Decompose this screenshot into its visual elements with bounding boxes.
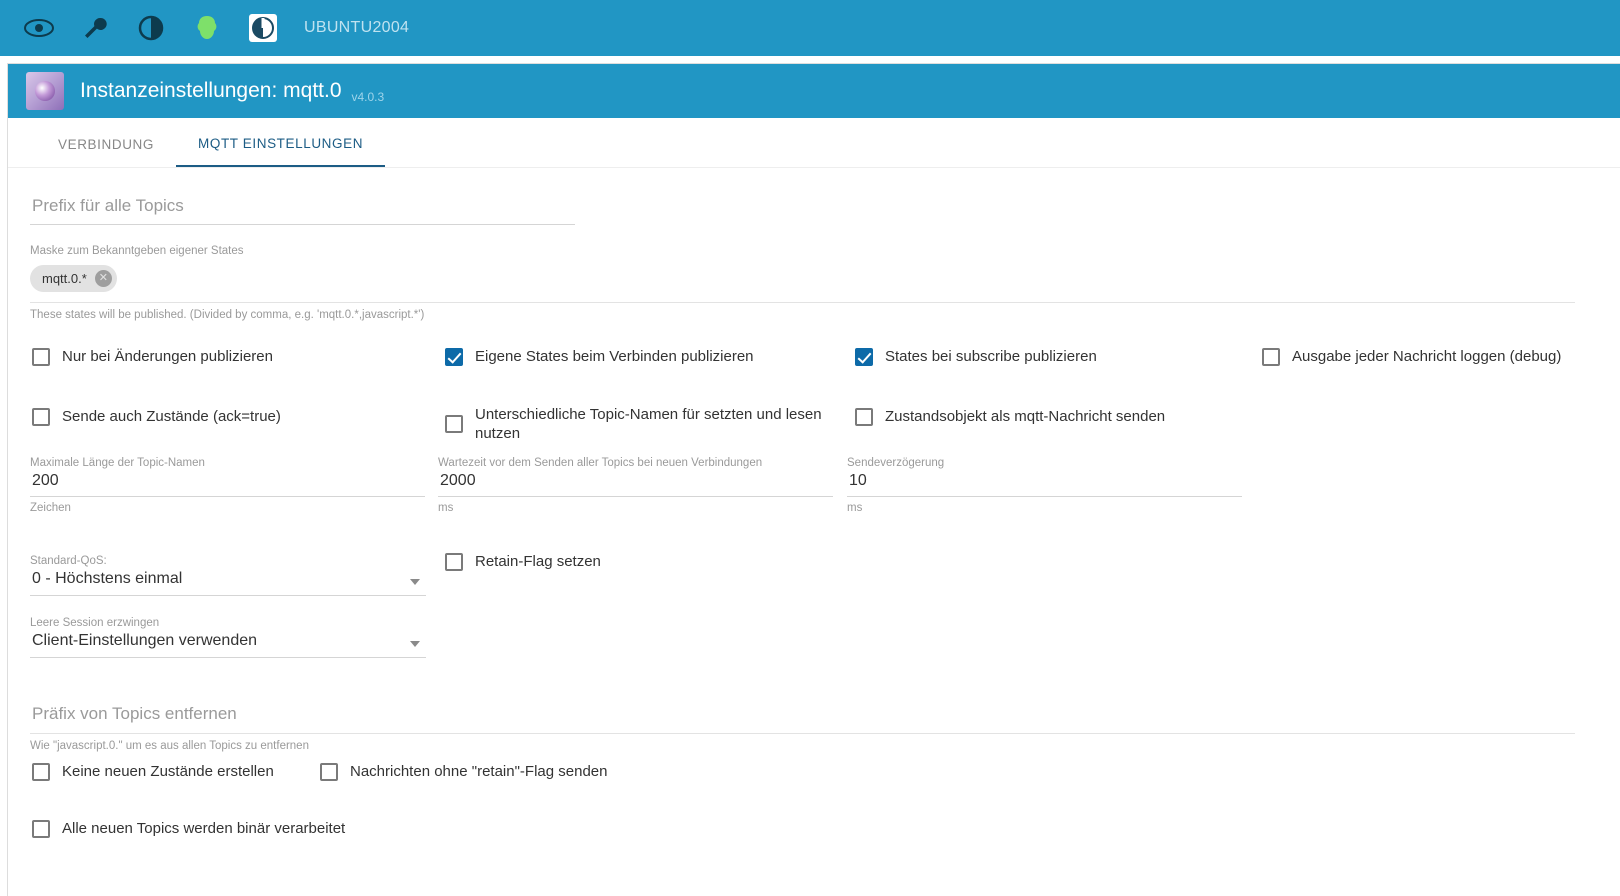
checkbox-label: Retain-Flag setzen	[475, 553, 601, 570]
tab-bar	[8, 122, 1620, 168]
checkbox-label: Keine neuen Zustände erstellen	[62, 763, 274, 780]
checkbox-label: Eigene States beim Verbinden publizieren	[475, 348, 754, 365]
field-label: Maximale Länge der Topic-Namen	[30, 457, 205, 469]
checkbox-box[interactable]	[32, 820, 50, 838]
eye-icon[interactable]	[22, 11, 56, 45]
select-value: Client-Einstellungen verwenden	[32, 632, 258, 649]
mask-chip-row	[30, 257, 1575, 303]
checkbox-binary-topics[interactable]	[32, 819, 452, 838]
default-qos-select[interactable]	[30, 567, 426, 596]
checkbox-publish-states-on-subscribe[interactable]	[855, 347, 1235, 366]
chevron-down-icon[interactable]	[410, 641, 420, 647]
checkbox-publish-on-change[interactable]	[32, 347, 412, 366]
remove-prefix-helper: Wie "javascript.0." um es aus allen Topics zu entfernen	[30, 740, 309, 752]
field-wait-before-send	[438, 457, 833, 514]
field-label: Standard-QoS:	[30, 555, 107, 567]
field-force-clean-session	[30, 617, 426, 658]
checkbox-box[interactable]	[32, 348, 50, 366]
field-remove-prefix	[30, 702, 1575, 752]
send-delay-input[interactable]	[847, 470, 1242, 497]
app-logo-icon	[26, 72, 64, 110]
force-clean-session-select[interactable]	[30, 629, 426, 658]
checkbox-label: Alle neuen Topics werden binär verarbeitet	[62, 820, 346, 837]
max-topic-length-input[interactable]	[30, 470, 425, 497]
checkbox-send-state-object[interactable]	[855, 407, 1235, 426]
checkbox-box[interactable]	[320, 763, 338, 781]
field-label: Leere Session erzwingen	[30, 617, 160, 629]
select-value: 0 - Höchstens einmal	[32, 570, 183, 587]
mask-chip[interactable]	[30, 265, 117, 292]
tab-verbindung[interactable]: VERBINDUNG	[58, 137, 155, 152]
brain-icon[interactable]	[190, 11, 224, 45]
window-header	[8, 64, 1620, 118]
checkbox-label: States bei subscribe publizieren	[885, 348, 1097, 365]
mask-label: Maske zum Bekanntgeben eigener States	[30, 245, 244, 257]
checkbox-label: Unterschiedliche Topic-Namen für setzten und lesen nutzen	[475, 406, 822, 442]
chevron-down-icon[interactable]	[410, 579, 420, 585]
settings-content	[8, 168, 1620, 896]
field-unit: ms	[847, 502, 863, 514]
mask-helper-text: These states will be published. (Divided by comma, e.g. 'mqtt.0.*,javascript.*')	[30, 309, 425, 321]
checkbox-log-every-message[interactable]	[1262, 347, 1602, 366]
checkbox-box[interactable]	[445, 415, 463, 433]
remove-prefix-input[interactable]	[30, 702, 1575, 734]
field-label: Wartezeit vor dem Senden aller Topics bei neuen Verbindungen	[438, 457, 763, 469]
checkbox-box[interactable]	[855, 408, 873, 426]
checkbox-send-ack-states[interactable]	[32, 407, 412, 426]
checkbox-send-without-retain[interactable]	[320, 762, 680, 781]
field-send-delay	[847, 457, 1242, 514]
instance-settings-window	[8, 64, 1620, 896]
field-default-qos	[30, 555, 426, 596]
prefix-input[interactable]	[30, 194, 575, 225]
checkbox-box[interactable]	[32, 408, 50, 426]
system-title: UBUNTU2004	[304, 19, 410, 36]
checkbox-label: Nachrichten ohne "retain"-Flag senden	[350, 763, 608, 780]
wait-before-send-input[interactable]	[438, 470, 833, 497]
version-label: v4.0.3	[351, 90, 385, 104]
checkbox-box[interactable]	[32, 763, 50, 781]
field-unit: Zeichen	[30, 502, 71, 514]
field-max-topic-length	[30, 457, 425, 514]
system-topbar	[0, 0, 1620, 56]
checkbox-label: Nur bei Änderungen publizieren	[62, 348, 273, 365]
checkbox-set-retain-flag[interactable]	[445, 552, 825, 571]
checkbox-box[interactable]	[855, 348, 873, 366]
close-icon[interactable]: ✕	[95, 270, 112, 287]
wrench-icon[interactable]	[78, 11, 112, 45]
checkbox-box[interactable]	[1262, 348, 1280, 366]
checkbox-publish-own-states-on-connect[interactable]	[445, 347, 835, 366]
checkbox-label: Zustandsobjekt als mqtt-Nachricht senden	[885, 408, 1166, 425]
field-label: Sendeverzögerung	[847, 457, 945, 469]
tab-mqtt-einstellungen[interactable]: MQTT EINSTELLUNGEN	[176, 122, 385, 167]
checkbox-box[interactable]	[445, 553, 463, 571]
power-icon[interactable]	[246, 11, 280, 45]
page-title: Instanzeinstellungen: mqtt.0	[80, 79, 342, 102]
field-unit: ms	[438, 502, 454, 514]
mask-chip-label: mqtt.0.*	[42, 271, 87, 286]
checkbox-box[interactable]	[445, 348, 463, 366]
contrast-icon[interactable]	[134, 11, 168, 45]
checkbox-label: Sende auch Zustände (ack=true)	[62, 408, 281, 425]
checkbox-no-new-states[interactable]	[32, 762, 322, 781]
checkbox-different-topic-names[interactable]	[445, 405, 825, 443]
checkbox-label: Ausgabe jeder Nachricht loggen (debug)	[1292, 348, 1562, 365]
